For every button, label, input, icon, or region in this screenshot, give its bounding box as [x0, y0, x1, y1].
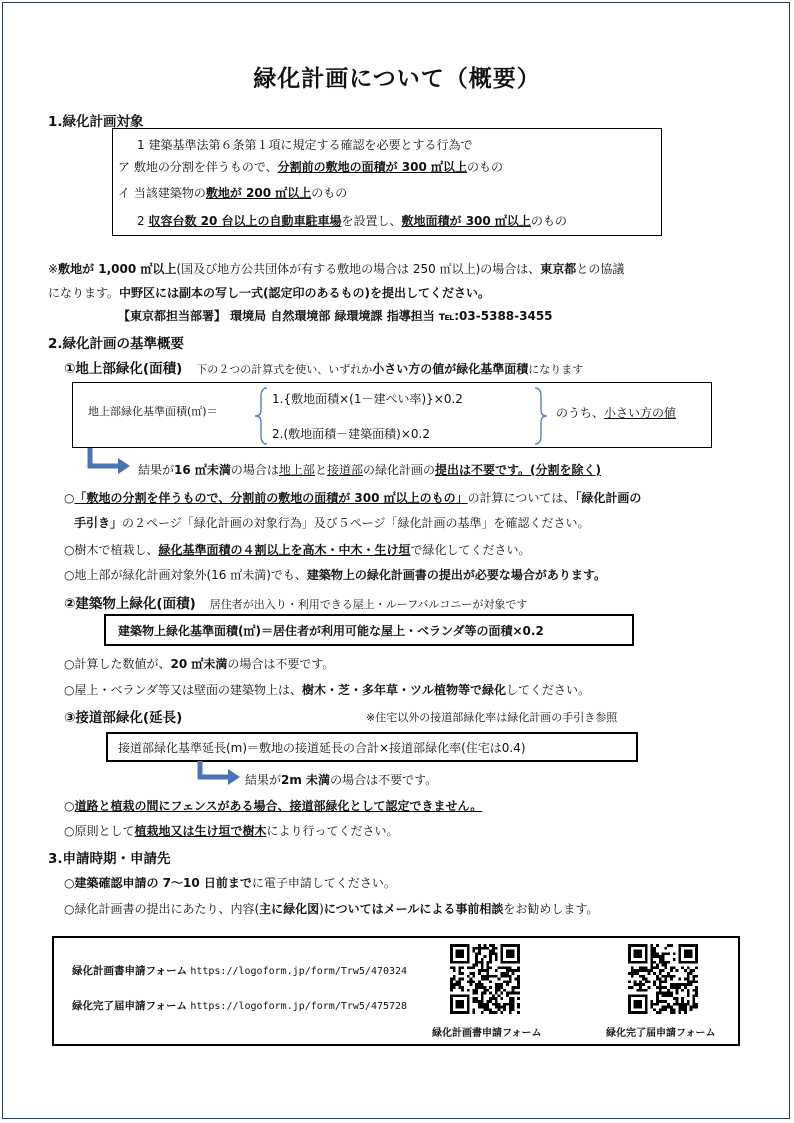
- sub3-heading: ③接道部緑化(延長): [64, 710, 183, 726]
- para-7: ○原則として植栽地又は生け垣で樹木により行ってください。: [64, 824, 399, 838]
- form-2-link[interactable]: https://logoform.jp/form/Trw5/475728: [190, 1001, 408, 1012]
- qr-code-2[interactable]: [628, 944, 698, 1014]
- qr-2-caption: 緑化完了届申請フォーム: [606, 1028, 716, 1039]
- sub3-note: ※住宅以外の接道部緑化率は緑化計画の手引き参照: [366, 711, 618, 724]
- qr-1-caption: 緑化計画書申請フォーム: [432, 1028, 542, 1039]
- form-1-link[interactable]: https://logoform.jp/form/Trw5/470324: [190, 966, 408, 977]
- qr-code-1[interactable]: [450, 944, 520, 1014]
- section-2-heading: 2.緑化計画の基準概要: [48, 336, 185, 352]
- right-brace-icon: [533, 386, 549, 446]
- para-1-line-1: ○「敷地の分割を伴うもので、分割前の敷地の面積が 300 ㎡以上のもの」の計算については、「緑化計画の: [64, 491, 642, 505]
- formula-2: 2.(敷地面積－建築面積)×0.2: [272, 427, 430, 441]
- target-line-4: 2 収容台数 20 台以上の自動車駐車場を設置し、敷地面積が 300 ㎡以上のもの: [137, 214, 567, 228]
- section-1-heading: 1.緑化計画対象: [48, 114, 144, 130]
- left-brace-icon: [253, 386, 269, 446]
- note-line-1: ※敷地が 1,000 ㎡以上(国及び地方公共団体が有する敷地の場合は 250 ㎡以上)の場合は、東京都との協議: [48, 262, 625, 276]
- s3-para-1: ○建築確認申請の 7～10 日前までに電子申請してください。: [64, 876, 396, 890]
- form-1-row: 緑化計画書申請フォーム https://logoform.jp/form/Trw5/470324: [72, 965, 408, 977]
- formula-label: 地上部緑化基準面積(㎡)＝: [88, 405, 218, 418]
- target-line-1: 1 建築基準法第６条第１項に規定する確認を必要とする行為で: [137, 138, 473, 152]
- para-6: ○道路と植栽の間にフェンスがある場合、接道部緑化として認定できません。: [64, 799, 483, 813]
- para-4: ○計算した数値が、20 ㎡未満の場合は不要です。: [64, 657, 335, 671]
- para-2: ○樹木で植栽し、緑化基準面積の４割以上を高木・中木・生け垣で緑化してください。: [64, 543, 531, 557]
- page-title: 緑化計画について（概要）: [253, 66, 541, 92]
- form-2-row: 緑化完了届申請フォーム https://logoform.jp/form/Trw5/475728: [72, 1000, 408, 1012]
- formula-tail: のうち、小さい方の値: [556, 406, 677, 420]
- para-1-line-2: 手引き」の２ページ「緑化計画の対象行為」及び５ページ「緑化計画の基準」を確認ください。: [74, 516, 590, 530]
- formula-1: 1.{敷地面積×(1－建ぺい率)}×0.2: [272, 392, 463, 406]
- formula-4: 接道部緑化基準延長(m)＝敷地の接道延長の合計×接道部緑化率(住宅は0.4): [118, 741, 526, 755]
- para-5: ○屋上・ベランダ等又は壁面の建築物上は、樹木・芝・多年草・ツル植物等で緑化してください。: [64, 683, 591, 697]
- contact-line: 【東京都担当部署】 環境局 自然環境部 緑環境課 指導担当 ℡:03-5388-3455: [118, 309, 553, 323]
- para-3: ○地上部が緑化計画対象外(16 ㎡未満)でも、建築物上の緑化計画書の提出が必要な場合があります。: [64, 568, 606, 582]
- target-line-3: イ 当該建築物の敷地が 200 ㎡以上のもの: [118, 186, 348, 200]
- arrow-icon: [86, 448, 134, 476]
- sub2-heading: ②建築物上緑化(面積) 居住者が出入り・利用できる屋上・ルーフバルコニーが対象です: [64, 596, 528, 612]
- arrow-icon-2: [196, 761, 244, 787]
- note-line-2: になります。中野区には副本の写し一式(認定印のあるもの)を提出してください。: [48, 286, 491, 300]
- sub1-heading: ①地上部緑化(面積) 下の２つの計算式を使い、いずれか小さい方の値が緑化基準面積になります: [64, 361, 584, 377]
- result-2: 結果が2m 未満の場合は不要です。: [245, 773, 438, 787]
- s3-para-2: ○緑化計画書の提出にあたり、内容(主に緑化図)についてはメールによる事前相談をお勧めします。: [64, 902, 599, 916]
- result-1: 結果が16 ㎡未満の場合は地上部と接道部の緑化計画の提出は不要です。(分割を除く): [138, 463, 601, 477]
- section-3-heading: 3.申請時期・申請先: [48, 851, 171, 867]
- formula-3: 建築物上緑化基準面積(㎡)＝居住者が利用可能な屋上・ベランダ等の面積×0.2: [118, 624, 544, 638]
- target-line-2: ア 敷地の分割を伴うもので、分割前の敷地の面積が 300 ㎡以上のもの: [118, 160, 503, 174]
